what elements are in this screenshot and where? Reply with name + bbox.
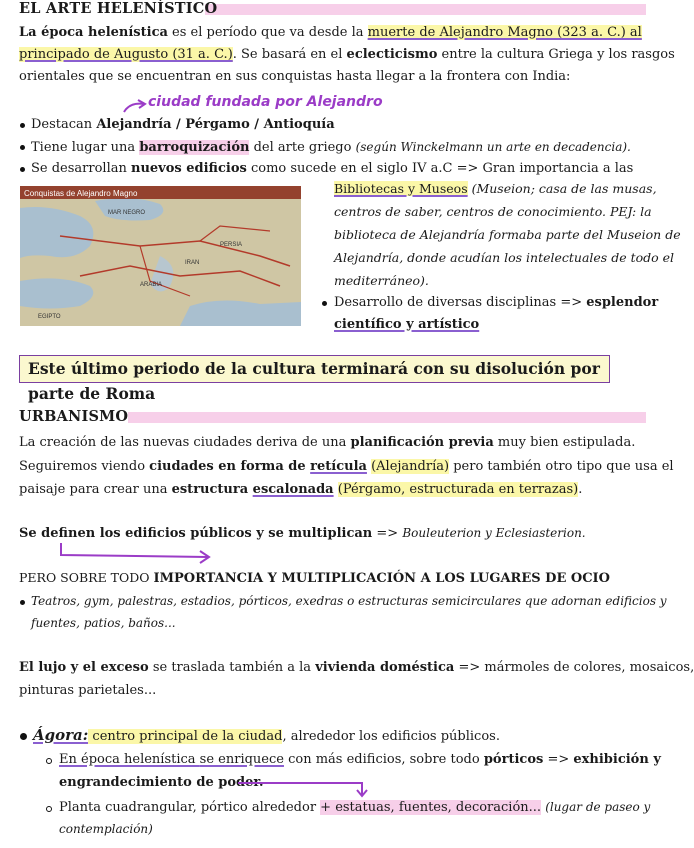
sub-bullet: [46, 806, 52, 812]
agora-line: Ágora: centro principal de la ciudad, alrededor los edificios públicos.: [33, 726, 500, 744]
bullet-destacan: Destacan Alejandría / Pérgamo / Antioquía: [31, 117, 335, 132]
term-barroquizacion: barroquización: [139, 140, 250, 155]
term-reticula: retícula: [310, 459, 367, 474]
title-bar-2: [128, 412, 646, 423]
agora-sub-1-line-2: engrandecimiento de poder.: [59, 775, 264, 790]
map-title: Conquistas de Alejandro Magno: [24, 189, 138, 198]
term-esplendor: esplendor: [586, 295, 659, 310]
term-bibliotecas: Bibliotecas y Museos: [334, 181, 468, 196]
bullet-edificios: Se desarrollan nuevos edificios como sucede en el siglo IV a.C => Gran importancia a las: [31, 161, 634, 176]
map-label-iran: IRAN: [185, 260, 200, 266]
intro-line-2: principado de Augusto (31 a. C.). Se basará en el eclecticismo entre la cultura Griega y los rasgos: [19, 47, 675, 62]
side-line-2: centros de saber, centros de conocimiento. PEJ: la: [334, 204, 652, 219]
term-ocio: IMPORTANCIA Y MULTIPLICACIÓN A LOS LUGARES DE OCIO: [153, 571, 610, 586]
summary-banner: Este último periodo de la cultura terminará con su disolución por parte de Roma: [19, 355, 610, 383]
arrow-down-icon: [236, 779, 372, 799]
term-se-enriquece: se enriquece: [199, 752, 284, 767]
ocio-list-line-1: Teatros, gym, palestras, estadios, pórticos, exedras o estructuras semicirculares que adornan edificios y: [31, 594, 667, 608]
urb-edificios: Se definen los edificios públicos y se multiplican => Bouleuterion y Eclesiasterion.: [19, 526, 586, 541]
title-bar-1: [205, 4, 646, 15]
example-alejandria: (Alejandría): [371, 459, 450, 474]
side-line-3: biblioteca de Alejandría formaba parte del Museion de: [334, 227, 681, 242]
handwritten-note: ciudad fundada por Alejandro: [148, 94, 383, 110]
urb-lujo-1: El lujo y el exceso se traslada también a la vivienda doméstica => mármoles de colores, mosaicos,: [19, 660, 694, 675]
term-epoca: La época helenística: [19, 25, 168, 40]
bullet-dot: [20, 600, 25, 605]
urb-line-3: paisaje para crear una estructura escalonada (Pérgamo, estructurada en terrazas).: [19, 482, 583, 497]
section-title-urbanismo: URBANISMO: [19, 408, 129, 425]
ocio-list-line-2: fuentes, patios, baños...: [31, 616, 176, 630]
side-line-7: [334, 317, 479, 333]
agora-sub-2-line-2: contemplación): [59, 822, 153, 836]
intro-line-3: orientales que se encuentran en sus conquistas hasta llegar a la frontera con India:: [19, 69, 571, 84]
term-escalonada: escalonada: [252, 482, 334, 497]
map-label-arabia: ARABIA: [140, 282, 163, 288]
bullet-barroquizacion: Tiene lugar una barroquización del arte griego (según Winckelmann un arte en decadencia).: [31, 140, 631, 155]
bullet-dot: [322, 301, 327, 306]
date-range-2: principado de Augusto (31 a. C.): [19, 47, 233, 62]
term-agora: Ágora:: [33, 726, 89, 744]
bullet-dot: [20, 167, 25, 172]
map-graphic: [20, 186, 301, 326]
term-vivienda: vivienda doméstica: [315, 660, 455, 675]
conquest-map-image: [20, 186, 301, 326]
agora-sub-2-line-1: Planta cuadrangular, pórtico alrededor + estatuas, fuentes, decoración... (lugar de paseo y: [59, 800, 651, 815]
urb-ocio: PERO SOBRE TODO IMPORTANCIA Y MULTIPLICACIÓN A LOS LUGARES DE OCIO: [19, 570, 610, 586]
bullet-dot: [20, 123, 25, 128]
cities-list: Alejandría / Pérgamo / Antioquía: [96, 117, 335, 132]
map-label-persia: PERSIA: [220, 242, 243, 248]
side-line-1: Bibliotecas y Museos (Museion; casa de las musas,: [334, 181, 657, 196]
side-line-5: mediterráneo).: [334, 273, 429, 288]
term-nuevos-edificios: nuevos edificios: [131, 161, 247, 176]
bullet-dot: [20, 145, 25, 150]
term-planificacion: planificación previa: [350, 435, 494, 450]
side-line-4: Alejandría, donde acudían los intelectuales de todo el: [334, 250, 675, 265]
bullet-dot: [20, 733, 27, 740]
section-title-arte: EL ARTE HELENÍSTICO: [19, 0, 218, 17]
date-range-1: muerte de Alejandro Magno (323 a. C.) al: [367, 25, 642, 40]
term-eclecticismo: eclecticismo: [346, 47, 438, 62]
map-label-egipto: EGIPTO: [38, 314, 61, 320]
agora-sub-1-line-1: En época helenística se enriquece con más edificios, sobre todo pórticos => exhibición y: [59, 752, 661, 767]
map-label-mar-negro: MAR NEGRO: [108, 210, 146, 216]
side-line-6: Desarrollo de diversas disciplinas => esplendor: [334, 295, 659, 310]
term-estatuas: + estatuas, fuentes, decoración...: [320, 800, 542, 815]
intro-line-1: La época helenística es el período que va desde la muerte de Alejandro Magno (323 a. C.) al: [19, 25, 642, 40]
urb-line-1: La creación de las nuevas ciudades deriva de una planificación previa muy bien estipulada.: [19, 435, 636, 450]
example-pergamo: (Pérgamo, estructurada en terrazas): [337, 482, 579, 497]
urb-line-2: Seguiremos viendo ciudades en forma de retícula (Alejandría) pero también otro tipo que usa el: [19, 459, 674, 474]
urb-lujo-2: pinturas parietales...: [19, 683, 157, 698]
sub-bullet: [46, 758, 52, 764]
arrow-down-right-icon: [58, 541, 218, 565]
term-cientifico: científico y artístico: [334, 317, 480, 332]
